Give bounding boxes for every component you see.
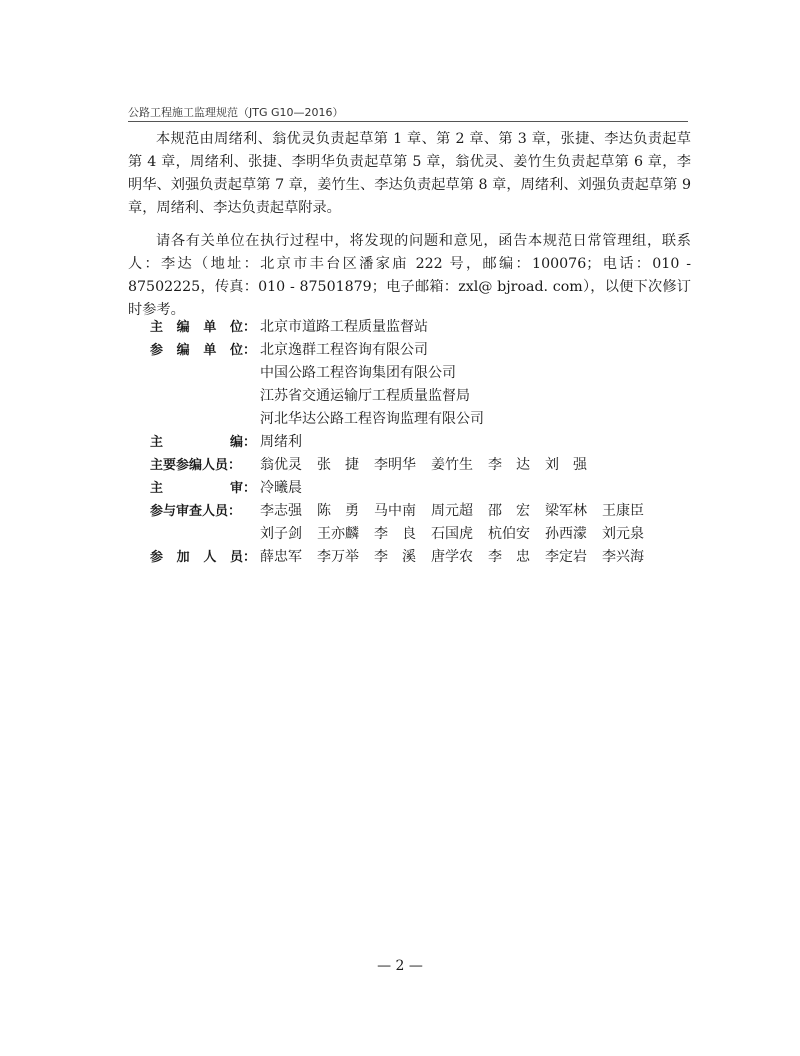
credit-chief-reviewer — [150, 477, 690, 500]
credit-label: 主 编： — [150, 435, 256, 450]
credit-co-editor-units — [150, 339, 690, 362]
credit-chief-editor-unit — [150, 316, 690, 339]
contact-paragraph: 请各有关单位在执行过程中，将发现的问题和意见，函告本规范日常管理组，联系人：李达（地址：北京市丰台区潘家庙 222 号，邮编：100076；电话：010 - 87502225，传真：010 - 87501879；电子邮箱：zxl@ bjroad. com），以便下次修订时参考。 — [128, 233, 691, 318]
credit-value: 河北华达公路工程咨询监理有限公司 — [260, 411, 484, 427]
credit-participants — [150, 546, 690, 569]
credit-label: 主 编 单 位： — [150, 320, 256, 335]
credit-value: 北京逸群工程咨询有限公司 — [260, 342, 428, 358]
running-header: 公路工程施工监理规范（JTG G10—2016） — [128, 106, 344, 119]
credit-value: 冷曦晨 — [260, 480, 302, 496]
header-rule — [128, 121, 688, 122]
drafting-paragraph: 本规范由周绪利、翁优灵负责起草第 1 章、第 2 章、第 3 章，张捷、李达负责起草第 4 章，周绪利、张捷、李明华负责起草第 5 章，翁优灵、姜竹生负责起草第 6 章，李明华、刘强负责起草第 7 章，姜竹生、李达负责起草第 8 章，周绪利、刘强负责起草第 9 章，周绪利、李达负责起草附录。 — [128, 131, 691, 216]
credit-label: 参 加 人 员： — [150, 550, 256, 565]
credit-value: 周绪利 — [260, 434, 302, 450]
credit-main-participants — [150, 454, 690, 477]
credit-label: 参 编 单 位： — [150, 343, 256, 358]
credit-label: 主 审： — [150, 481, 256, 496]
credit-chief-editor — [150, 431, 690, 454]
credit-label: 主要参编人员： — [150, 458, 242, 473]
credit-value: 北京市道路工程质量监督站 — [260, 319, 428, 335]
credit-value: 江苏省交通运输厅工程质量监督局 — [260, 388, 470, 404]
name-list: 李志强 陈 勇 马中南 周元超 邵 宏 梁军林 王康臣 刘子剑 王亦麟 李 良 石国虎 杭伯安 孙西濛 刘元泉 — [260, 503, 644, 542]
credits-list — [150, 316, 690, 569]
credit-label: 参与审查人员： — [150, 504, 242, 519]
name-list: 薛忠军 李万举 李 溪 唐学农 李 忠 李定岩 李兴海 — [260, 549, 644, 565]
name-list: 翁优灵 张 捷 李明华 姜竹生 李 达 刘 强 — [260, 457, 587, 473]
credit-reviewers — [150, 500, 690, 546]
credit-value: 中国公路工程咨询集团有限公司 — [260, 365, 456, 381]
page-number: — 2 — — [377, 958, 423, 974]
